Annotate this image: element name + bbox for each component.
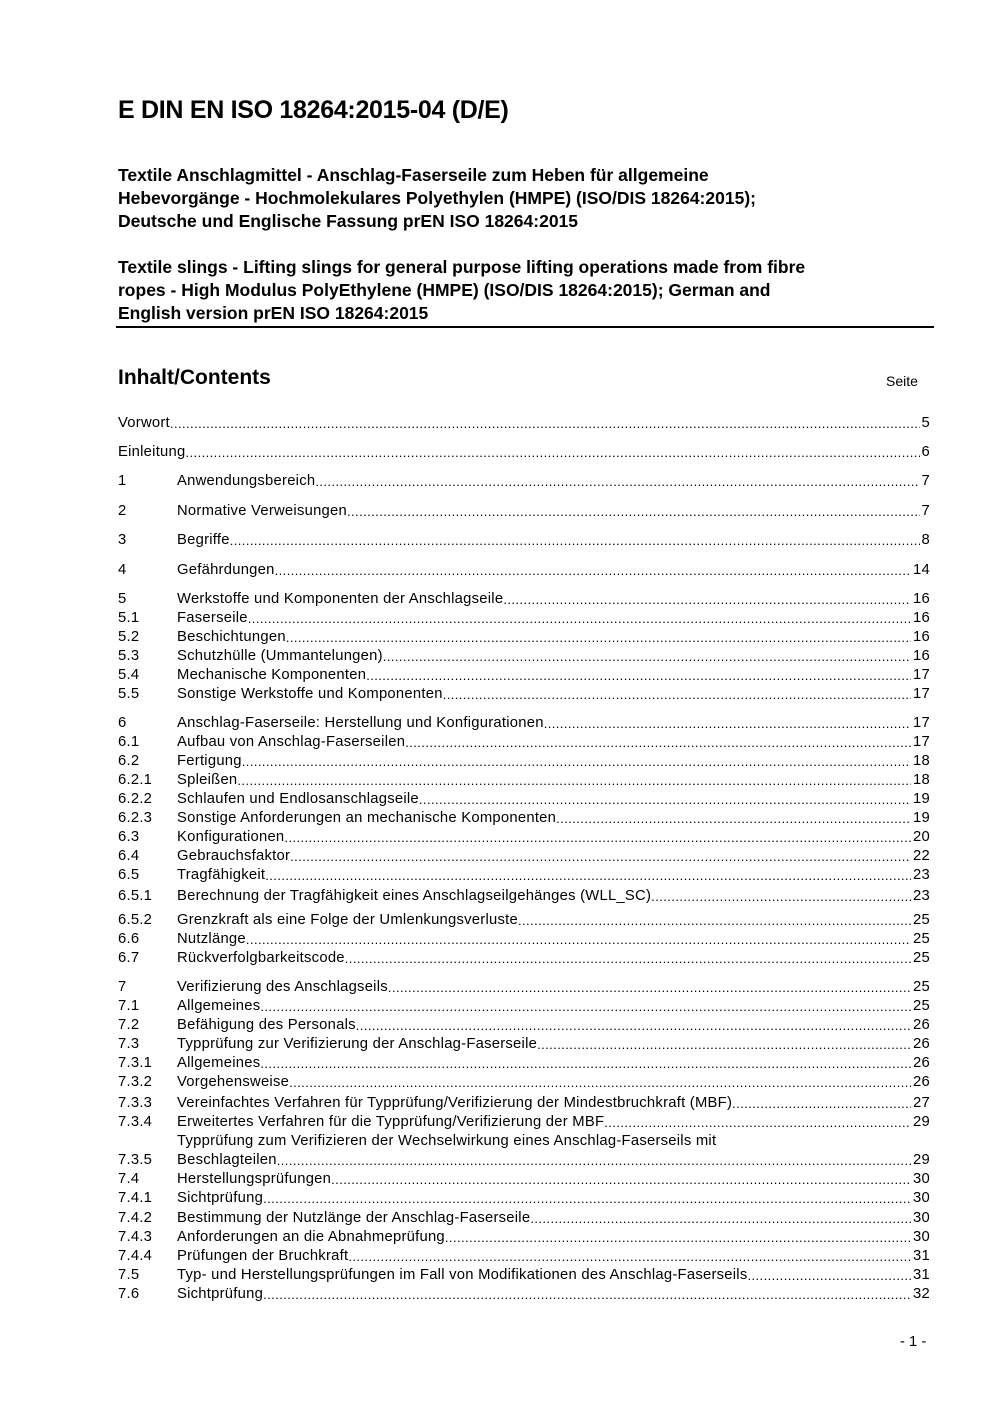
toc-leader-dots (348, 1247, 911, 1267)
toc-leader-dots (248, 609, 911, 629)
subtitle-german-line: Hebevorgänge - Hochmolekulares Polyethylen (HMPE) (ISO/DIS 18264:2015); (118, 188, 756, 208)
toc-entry-number: 7.3 (118, 1036, 140, 1052)
toc-entry-title: Typ- und Herstellungsprüfungen im Fall von Modifikationen des Anschlag-Faserseils (177, 1267, 748, 1283)
toc-entry-title: Berechnung der Tragfähigkeit eines Anschlagseilgehänges (WLL_SC) (177, 888, 652, 904)
toc-entry[interactable] (118, 828, 930, 847)
toc-entry[interactable] (118, 1247, 930, 1266)
toc-entry[interactable] (118, 1073, 930, 1092)
toc-entry[interactable] (118, 733, 930, 752)
subtitle-english-line: ropes - High Modulus PolyEthylene (HMPE) (ISO/DIS 18264:2015); German and (118, 280, 771, 300)
toc-entry-number: 7 (118, 979, 127, 995)
page-number: - 1 - (900, 1334, 927, 1350)
subtitle-german-line: Deutsche und Englische Fassung prEN ISO 18264:2015 (118, 211, 579, 231)
toc-entry-number: 5 (118, 591, 127, 607)
toc-entry-number: 6.5 (118, 867, 140, 883)
toc-entry[interactable] (118, 771, 930, 790)
toc-entry-page: 26 (913, 1055, 930, 1071)
toc-entry-page: 18 (913, 772, 930, 788)
toc-entry[interactable] (118, 1285, 930, 1304)
toc-entry-page: 29 (913, 1152, 930, 1168)
toc-entry-title: Fertigung (177, 753, 242, 769)
subtitle-english (118, 256, 933, 325)
toc-leader-dots (237, 771, 911, 791)
toc-entry[interactable] (118, 561, 930, 580)
toc-entry-page: 26 (913, 1036, 930, 1052)
toc-entry-title: Herstellungsprüfungen (177, 1171, 332, 1187)
toc-entry-title: Vorgehensweise (177, 1074, 290, 1090)
toc-entry[interactable] (118, 1094, 930, 1113)
subtitle-german-line: Textile Anschlagmittel - Anschlag-Faserseile zum Heben für allgemeine (118, 165, 709, 185)
toc-entry-page: 31 (913, 1248, 930, 1264)
toc-entry-number: 5.1 (118, 610, 140, 626)
toc-entry[interactable] (118, 866, 930, 885)
toc-entry-number: 6.7 (118, 950, 140, 966)
toc-leader-dots (503, 590, 911, 610)
toc-entry-page: 32 (913, 1286, 930, 1302)
toc-entry-title: Anwendungsbereich (177, 473, 316, 489)
toc-leader-dots (331, 1170, 911, 1190)
toc-entry-page: 30 (913, 1171, 930, 1187)
toc-entry[interactable] (118, 790, 930, 809)
toc-entry-page: 8 (921, 532, 930, 548)
toc-entry-page: 23 (913, 888, 930, 904)
toc-entry[interactable] (118, 1133, 930, 1170)
toc-leader-dots (518, 911, 911, 931)
toc-leader-dots (419, 790, 911, 810)
toc-entry[interactable] (118, 531, 930, 550)
document-title: E DIN EN ISO 18264:2015-04 (D/E) (118, 96, 509, 124)
toc-entry-page: 17 (913, 667, 930, 683)
toc-entry[interactable] (118, 1189, 930, 1208)
toc-entry-title: Bestimmung der Nutzlänge der Anschlag-Faserseile (177, 1210, 531, 1226)
toc-leader-dots (556, 809, 911, 829)
toc-entry[interactable] (118, 628, 930, 647)
toc-entry-page: 27 (913, 1095, 930, 1111)
toc-leader-dots (388, 978, 911, 998)
toc-leader-dots (286, 628, 911, 648)
toc-entry-number: 7.3.3 (118, 1095, 153, 1111)
toc-leader-dots (445, 1228, 911, 1248)
page-column-label: Seite (886, 373, 918, 389)
toc-leader-dots (443, 685, 911, 705)
toc-entry-number: 7.1 (118, 998, 140, 1014)
toc-leader-dots (186, 443, 920, 463)
toc-entry-page: 17 (913, 686, 930, 702)
toc-entry-title: Werkstoffe und Komponenten der Anschlagseile (177, 591, 504, 607)
toc-entry-title: Sichtprüfung (177, 1286, 264, 1302)
toc-leader-dots (537, 1035, 911, 1055)
toc-entry-title: Allgemeines (177, 998, 261, 1014)
toc-entry-title: Spleißen (177, 772, 238, 788)
toc-entry-number: 7.5 (118, 1267, 140, 1283)
toc-entry-title: Vereinfachtes Verfahren für Typprüfung/Verifizierung der Mindestbruchkraft (MBF) (177, 1095, 733, 1111)
toc-leader-dots (315, 472, 919, 492)
toc-leader-dots (263, 1189, 911, 1209)
toc-entry-title: Rückverfolgbarkeitscode (177, 950, 345, 966)
toc-leader-dots (275, 561, 911, 581)
toc-entry[interactable] (118, 472, 930, 491)
toc-entry-number: 5.5 (118, 686, 140, 702)
subtitle-english-line: Textile slings - Lifting slings for general purpose lifting operations made from fibre (118, 257, 806, 277)
toc-entry-page: 30 (913, 1210, 930, 1226)
toc-entry-title: Vorwort (118, 415, 170, 431)
toc-entry-title: Typprüfung zum Verifizieren der Wechselwirkung eines Anschlag-Faserseils mit (177, 1133, 717, 1149)
toc-entry[interactable] (118, 1266, 930, 1285)
toc-entry[interactable] (118, 714, 930, 733)
toc-entry-page: 25 (913, 912, 930, 928)
toc-entry-title: Grenzkraft als eine Folge der Umlenkungsverluste (177, 912, 518, 928)
toc-leader-dots (356, 1016, 911, 1036)
title-divider (116, 326, 934, 328)
toc-entry[interactable] (118, 1016, 930, 1035)
toc-entry-page: 16 (913, 648, 930, 664)
toc-entry-page: 26 (913, 1017, 930, 1033)
toc-entry-page: 5 (921, 415, 930, 431)
toc-entry-number: 7.4.1 (118, 1190, 153, 1206)
toc-entry-title-continuation: Beschlagteilen (177, 1152, 277, 1168)
toc-entry-title: Typprüfung zur Verifizierung der Anschlag-Faserseile (177, 1036, 538, 1052)
toc-entry-page: 25 (913, 931, 930, 947)
toc-entry[interactable] (118, 590, 930, 609)
toc-entry-title: Aufbau von Anschlag-Faserseilen (177, 734, 406, 750)
toc-entry-page: 25 (913, 998, 930, 1014)
toc-entry-title: Schutzhülle (Ummantelungen) (177, 648, 383, 664)
toc-leader-dots (260, 997, 911, 1017)
toc-leader-dots (530, 1209, 911, 1229)
toc-leader-dots (284, 828, 911, 848)
toc-leader-dots (260, 1054, 911, 1074)
toc-entry-number: 7.3.1 (118, 1055, 153, 1071)
toc-entry-title: Erweitertes Verfahren für die Typprüfung/Verifizierung der MBF (177, 1114, 605, 1130)
toc-entry[interactable] (118, 502, 930, 521)
toc-entry-page: 25 (913, 950, 930, 966)
toc-leader-dots (604, 1113, 911, 1133)
toc-entry-page: 16 (913, 610, 930, 626)
toc-entry-page: 18 (913, 753, 930, 769)
toc-entry-page: 31 (913, 1267, 930, 1283)
toc-entry[interactable] (118, 847, 930, 866)
toc-entry-page: 7 (921, 503, 930, 519)
toc-entry-number: 6.3 (118, 829, 140, 845)
toc-entry-page: 26 (913, 1074, 930, 1090)
toc-entry-number: 6.6 (118, 931, 140, 947)
toc-entry-number: 7.3.4 (118, 1114, 153, 1130)
toc-entry-number: 3 (118, 532, 127, 548)
toc-entry-number: 6.2.1 (118, 772, 153, 788)
toc-entry[interactable] (118, 414, 930, 433)
toc-leader-dots (265, 866, 911, 886)
toc-entry-title: Beschichtungen (177, 629, 286, 645)
toc-leader-dots (246, 930, 911, 950)
toc-entry-number: 6 (118, 715, 127, 731)
toc-leader-dots (277, 1151, 911, 1171)
toc-entry-page: 30 (913, 1190, 930, 1206)
contents-heading: Inhalt/Contents (118, 366, 271, 389)
toc-entry-title: Tragfähigkeit (177, 867, 266, 883)
toc-entry-title: Gebrauchsfaktor (177, 848, 291, 864)
toc-entry-title: Schlaufen und Endlosanschlagseile (177, 791, 419, 807)
toc-entry-title: Prüfungen der Bruchkraft (177, 1248, 349, 1264)
toc-leader-dots (405, 733, 911, 753)
toc-entry-page: 19 (913, 791, 930, 807)
toc-entry[interactable] (118, 809, 930, 828)
toc-leader-dots (345, 949, 911, 969)
toc-leader-dots (383, 647, 911, 667)
toc-entry-number: 2 (118, 503, 127, 519)
toc-entry-number: 5.2 (118, 629, 140, 645)
toc-entry-title: Gefährdungen (177, 562, 275, 578)
toc-entry-number: 5.4 (118, 667, 140, 683)
subtitle-english-line: English version prEN ISO 18264:2015 (118, 303, 429, 323)
toc-entry-page: 16 (913, 629, 930, 645)
toc-entry-number: 7.4.4 (118, 1248, 153, 1264)
toc-leader-dots (263, 1285, 911, 1305)
toc-entry-title: Konfigurationen (177, 829, 285, 845)
toc-entry-number: 1 (118, 473, 127, 489)
toc-entry-title: Sonstige Anforderungen an mechanische Komponenten (177, 810, 557, 826)
toc-entry[interactable] (118, 887, 930, 906)
toc-leader-dots (366, 666, 911, 686)
toc-entry-title: Befähigung des Personals (177, 1017, 356, 1033)
toc-entry[interactable] (118, 666, 930, 685)
toc-entry-title: Anschlag-Faserseile: Herstellung und Konfigurationen (177, 715, 544, 731)
toc-entry-page: 29 (913, 1114, 930, 1130)
toc-entry[interactable] (118, 1170, 930, 1189)
toc-entry[interactable] (118, 911, 930, 930)
toc-leader-dots (651, 887, 911, 907)
toc-leader-dots (544, 714, 911, 734)
subtitle-german (118, 164, 933, 233)
toc-entry-page: 23 (913, 867, 930, 883)
toc-entry-title: Mechanische Komponenten (177, 667, 367, 683)
toc-leader-dots (290, 847, 911, 867)
toc-entry-title: Einleitung (118, 444, 186, 460)
toc-entry-number: 6.2.3 (118, 810, 153, 826)
toc-entry-page: 17 (913, 715, 930, 731)
toc-entry[interactable] (118, 1228, 930, 1247)
toc-entry[interactable] (118, 685, 930, 704)
toc-entry-number: 6.2.2 (118, 791, 153, 807)
toc-entry-number: 7.2 (118, 1017, 140, 1033)
toc-entry-number: 7.4.2 (118, 1210, 153, 1226)
toc-entry[interactable] (118, 1054, 930, 1073)
toc-entry-title: Sonstige Werkstoffe und Komponenten (177, 686, 443, 702)
toc-entry[interactable] (118, 609, 930, 628)
toc-entry-title: Anforderungen an die Abnahmeprüfung (177, 1229, 445, 1245)
toc-entry-title: Normative Verweisungen (177, 503, 347, 519)
toc-entry-title: Verifizierung des Anschlagseils (177, 979, 388, 995)
toc-entry-number: 7.6 (118, 1286, 140, 1302)
toc-leader-dots (230, 531, 920, 551)
toc-entry-number: 7.3.2 (118, 1074, 153, 1090)
toc-entry-title: Begriffe (177, 532, 230, 548)
toc-leader-dots (347, 502, 920, 522)
toc-entry-page: 20 (913, 829, 930, 845)
toc-leader-dots (747, 1266, 911, 1286)
toc-entry[interactable] (118, 647, 930, 666)
toc-entry-page: 25 (913, 979, 930, 995)
toc-entry-title: Nutzlänge (177, 931, 246, 947)
toc-entry-page: 30 (913, 1229, 930, 1245)
toc-leader-dots (732, 1094, 911, 1114)
toc-entry-page: 7 (921, 473, 930, 489)
toc-entry-number: 6.5.1 (118, 888, 153, 904)
toc-entry-number: 7.3.5 (118, 1152, 153, 1168)
toc-entry-title: Sichtprüfung (177, 1190, 264, 1206)
toc-entry-page: 16 (913, 591, 930, 607)
toc-entry-page: 17 (913, 734, 930, 750)
toc-entry-page: 6 (921, 444, 930, 460)
toc-entry[interactable] (118, 978, 930, 997)
toc-entry-number: 7.4.3 (118, 1229, 153, 1245)
toc-entry-number: 6.2 (118, 753, 140, 769)
toc-entry-page: 19 (913, 810, 930, 826)
toc-leader-dots (170, 414, 920, 434)
toc-entry-number: 6.4 (118, 848, 140, 864)
toc-entry[interactable] (118, 1209, 930, 1228)
toc-entry-page: 22 (913, 848, 930, 864)
toc-entry-number: 7.4 (118, 1171, 140, 1187)
toc-entry-title: Allgemeines (177, 1055, 261, 1071)
toc-leader-dots (289, 1073, 911, 1093)
toc-entry[interactable] (118, 1113, 930, 1132)
toc-entry-number: 6.1 (118, 734, 140, 750)
toc-entry-number: 6.5.2 (118, 912, 153, 928)
toc-entry-title: Faserseile (177, 610, 248, 626)
toc-entry-number: 4 (118, 562, 127, 578)
toc-entry[interactable] (118, 443, 930, 462)
toc-entry[interactable] (118, 949, 930, 968)
toc-leader-dots (242, 752, 911, 772)
toc-entry-number: 5.3 (118, 648, 140, 664)
toc-entry[interactable] (118, 1035, 930, 1054)
toc-entry-page: 14 (913, 562, 930, 578)
toc-entry[interactable] (118, 752, 930, 771)
toc-entry[interactable] (118, 930, 930, 949)
toc-entry[interactable] (118, 997, 930, 1016)
